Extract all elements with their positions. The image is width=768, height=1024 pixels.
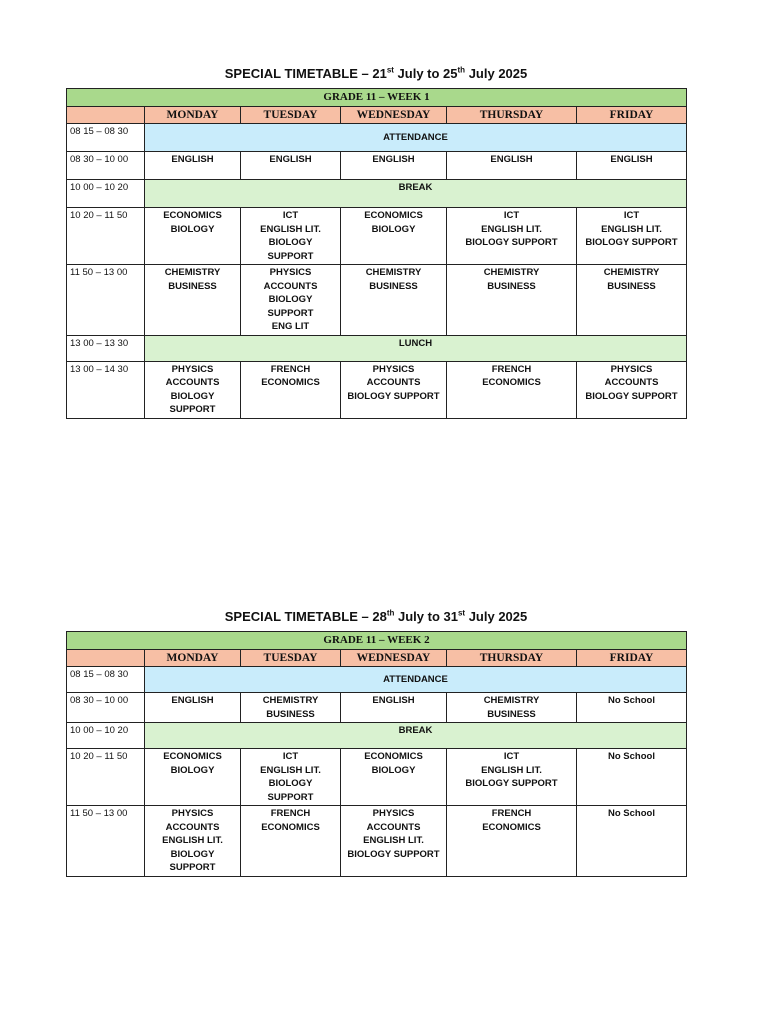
timetable-row — [67, 208, 687, 265]
day-header: WEDNESDAY — [341, 650, 447, 667]
break-band: BREAK — [145, 723, 687, 749]
subject-name: BUSINESS — [487, 280, 536, 292]
subject-cell — [577, 152, 687, 180]
day-header: TUESDAY — [241, 650, 341, 667]
week2-timetable — [66, 631, 687, 877]
subject-name: ENGLISH LIT. — [363, 835, 424, 846]
day-header: THURSDAY — [447, 107, 577, 124]
subject-cell — [447, 361, 577, 418]
time-slot: 13 00 – 13 30 — [67, 335, 145, 361]
subject-name: CHEMISTRY — [603, 267, 660, 278]
subject-name: ICT — [503, 210, 520, 221]
subject-cell — [577, 361, 687, 418]
subject-cell — [341, 208, 447, 265]
time-slot: 08 30 – 10 00 — [67, 693, 145, 723]
subject-name: FRENCH — [270, 808, 311, 819]
subject-cell — [447, 152, 577, 180]
subject-name: ENGLISH LIT. — [162, 835, 223, 846]
subject-cell — [447, 806, 577, 877]
subject-name: PHYSICS — [372, 363, 415, 375]
subject-name: PHYSICS — [610, 363, 653, 375]
subject-cell — [145, 693, 241, 723]
timetable-row — [67, 180, 687, 208]
subject-cell — [341, 361, 447, 418]
subject-name: BUSINESS — [487, 708, 536, 720]
subject-cell — [145, 152, 241, 180]
subject-name: ENGLISH — [372, 695, 415, 706]
time-slot: 10 00 – 10 20 — [67, 723, 145, 749]
day-header: FRIDAY — [577, 107, 687, 124]
subject-name: ECONOMICS — [482, 377, 541, 388]
subject-cell — [145, 265, 241, 336]
day-header: FRIDAY — [577, 650, 687, 667]
subject-cell — [341, 265, 447, 336]
timetable-row — [67, 667, 687, 693]
timetable-row — [67, 806, 687, 877]
subject-cell — [241, 749, 341, 806]
subject-name: SUPPORT — [267, 307, 314, 319]
subject-name: FRENCH — [491, 363, 532, 375]
subject-name: BUSINESS — [168, 280, 217, 292]
subject-cell — [447, 208, 577, 265]
subject-name: ACCOUNTS — [366, 821, 421, 833]
subject-name: ENG LIT — [271, 321, 310, 332]
subject-name: ENGLISH — [372, 154, 415, 165]
subject-name: SUPPORT — [169, 862, 216, 873]
timetable-row — [67, 749, 687, 806]
timetable-row — [67, 265, 687, 336]
week1-title: SPECIAL TIMETABLE – 21st July to 25th July 2025 — [224, 65, 528, 81]
subject-name: ECONOMICS — [261, 377, 320, 388]
subject-name: ENGLISH — [171, 695, 214, 706]
subject-name: PHYSICS — [171, 808, 214, 819]
time-slot: 10 20 – 11 50 — [67, 749, 145, 806]
timetable-row — [67, 152, 687, 180]
subject-name: FRENCH — [491, 808, 532, 819]
subject-name: FRENCH — [270, 363, 311, 375]
subject-name: CHEMISTRY — [483, 267, 540, 278]
subject-name: No School — [608, 808, 655, 819]
subject-name: SUPPORT — [267, 791, 314, 803]
subject-name: ACCOUNTS — [604, 377, 659, 388]
subject-name: BIOLOGY — [170, 223, 215, 235]
attendance-band: ATTENDANCE — [145, 667, 687, 693]
timetable-row — [67, 723, 687, 749]
subject-name: BIOLOGY — [371, 223, 416, 235]
time-slot: 11 50 – 13 00 — [67, 806, 145, 877]
subject-name: BIOLOGY SUPPORT — [585, 390, 678, 402]
timetable-row — [67, 335, 687, 361]
subject-name: ENGLISH LIT. — [601, 223, 662, 235]
subject-name: BIOLOGY — [170, 390, 215, 402]
subject-cell — [145, 361, 241, 418]
subject-name: BIOLOGY — [371, 764, 416, 776]
subject-name: ECONOMICS — [163, 751, 222, 762]
subject-name: ENGLISH — [490, 154, 533, 165]
subject-cell — [241, 693, 341, 723]
subject-cell — [577, 693, 687, 723]
subject-name: BIOLOGY — [268, 778, 313, 789]
subject-name: SUPPORT — [169, 404, 216, 415]
day-header: TUESDAY — [241, 107, 341, 124]
time-slot: 10 20 – 11 50 — [67, 208, 145, 265]
grade-header: GRADE 11 – WEEK 1 — [67, 89, 687, 107]
time-slot: 11 50 – 13 00 — [67, 265, 145, 336]
subject-cell — [241, 361, 341, 418]
timetable-row — [67, 124, 687, 152]
subject-cell — [577, 806, 687, 877]
break-band: BREAK — [145, 180, 687, 208]
day-header: MONDAY — [145, 107, 241, 124]
subject-name: PHYSICS — [269, 267, 312, 278]
subject-name: CHEMISTRY — [262, 695, 319, 706]
time-slot: 08 15 – 08 30 — [67, 667, 145, 693]
time-column-header — [67, 107, 145, 124]
subject-name: BIOLOGY SUPPORT — [465, 778, 558, 789]
subject-cell — [577, 749, 687, 806]
subject-name: CHEMISTRY — [164, 267, 221, 278]
subject-name: ICT — [503, 751, 520, 762]
subject-cell — [241, 152, 341, 180]
subject-name: ECONOMICS — [163, 210, 222, 221]
subject-name: ENGLISH LIT. — [481, 223, 542, 235]
time-slot: 13 00 – 14 30 — [67, 361, 145, 418]
subject-cell — [145, 806, 241, 877]
subject-cell — [341, 693, 447, 723]
timetable-row — [67, 693, 687, 723]
subject-name: No School — [608, 695, 655, 706]
subject-name: ENGLISH — [171, 154, 214, 165]
subject-name: ECONOMICS — [364, 751, 423, 762]
subject-name: ENGLISH LIT. — [260, 223, 321, 235]
subject-cell — [447, 265, 577, 336]
time-slot: 08 15 – 08 30 — [67, 124, 145, 152]
lunch-band: LUNCH — [145, 335, 687, 361]
subject-name: BIOLOGY — [268, 237, 313, 248]
subject-name: ACCOUNTS — [165, 821, 220, 833]
subject-cell — [341, 806, 447, 877]
subject-name: ENGLISH — [269, 154, 312, 165]
subject-cell — [341, 749, 447, 806]
subject-name: BIOLOGY SUPPORT — [347, 848, 440, 860]
time-slot: 08 30 – 10 00 — [67, 152, 145, 180]
subject-name: ENGLISH — [610, 154, 653, 165]
subject-name: ECONOMICS — [364, 210, 423, 221]
subject-name: ACCOUNTS — [263, 280, 318, 292]
subject-name: BIOLOGY — [268, 294, 313, 305]
subject-name: BIOLOGY — [170, 848, 215, 860]
time-slot: 10 00 – 10 20 — [67, 180, 145, 208]
subject-cell — [241, 806, 341, 877]
subject-cell — [241, 265, 341, 336]
subject-name: ICT — [282, 210, 299, 221]
subject-name: CHEMISTRY — [483, 695, 540, 706]
subject-cell — [341, 152, 447, 180]
subject-name: CHEMISTRY — [365, 267, 422, 278]
subject-name: ECONOMICS — [482, 821, 541, 833]
subject-name: SUPPORT — [267, 250, 314, 262]
subject-cell — [145, 749, 241, 806]
attendance-band: ATTENDANCE — [145, 124, 687, 152]
subject-name: ENGLISH LIT. — [481, 764, 542, 776]
subject-cell — [577, 265, 687, 336]
subject-cell — [241, 208, 341, 265]
subject-name: PHYSICS — [171, 363, 214, 375]
subject-cell — [577, 208, 687, 265]
grade-header: GRADE 11 – WEEK 2 — [67, 632, 687, 650]
subject-name: BUSINESS — [369, 280, 418, 292]
subject-name: ICT — [282, 751, 299, 762]
subject-name: BUSINESS — [607, 280, 656, 292]
subject-name: BUSINESS — [266, 708, 315, 720]
subject-name: No School — [608, 751, 655, 762]
subject-name: PHYSICS — [372, 808, 415, 819]
subject-name: BIOLOGY SUPPORT — [465, 237, 558, 248]
subject-name: BIOLOGY SUPPORT — [585, 237, 678, 248]
day-header: WEDNESDAY — [341, 107, 447, 124]
week1-timetable — [66, 88, 687, 419]
subject-cell — [447, 693, 577, 723]
subject-name: BIOLOGY SUPPORT — [347, 390, 440, 402]
timetable-row — [67, 361, 687, 418]
week2-title: SPECIAL TIMETABLE – 28th July to 31st July 2025 — [224, 608, 528, 624]
subject-cell — [447, 749, 577, 806]
subject-name: ACCOUNTS — [366, 377, 421, 388]
subject-name: ENGLISH LIT. — [260, 764, 321, 776]
subject-name: ACCOUNTS — [165, 377, 220, 388]
subject-cell — [145, 208, 241, 265]
subject-name: ECONOMICS — [261, 821, 320, 833]
day-header: THURSDAY — [447, 650, 577, 667]
subject-name: ICT — [623, 210, 640, 221]
time-column-header — [67, 650, 145, 667]
subject-name: BIOLOGY — [170, 764, 215, 776]
day-header: MONDAY — [145, 650, 241, 667]
